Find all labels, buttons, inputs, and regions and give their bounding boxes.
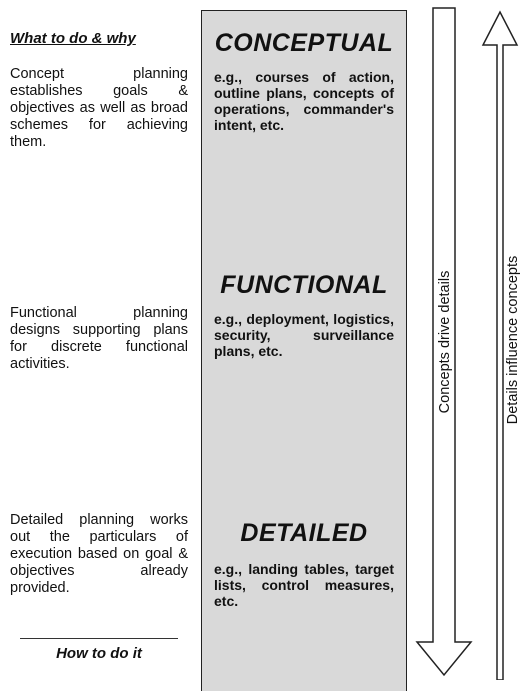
conceptual-examples: e.g., courses of action, outline plans, concepts of operations, commander's intent, etc. <box>214 69 394 133</box>
detailed-examples: e.g., landing tables, target lists, control measures, etc. <box>214 561 394 609</box>
what-to-do-heading: What to do & why <box>10 30 136 47</box>
conceptual-description: Concept planning establishes goals & objectives as well as broad schemes for achieving them. <box>10 66 188 150</box>
how-to-do-it-footer: How to do it <box>56 645 142 662</box>
detailed-description: Detailed planning works out the particulars of execution based on goal & objectives already provided. <box>10 512 188 596</box>
up-arrow-label: Details influence concepts <box>505 255 521 425</box>
down-arrow-label: Concepts drive details <box>437 270 453 414</box>
functional-title: FUNCTIONAL <box>220 271 388 299</box>
functional-examples: e.g., deployment, logistics, security, surveillance plans, etc. <box>214 311 394 359</box>
conceptual-title: CONCEPTUAL <box>214 29 394 57</box>
detailed-title: DETAILED <box>240 519 368 547</box>
functional-description: Functional planning designs supporting plans for discrete functional activities. <box>10 305 188 372</box>
